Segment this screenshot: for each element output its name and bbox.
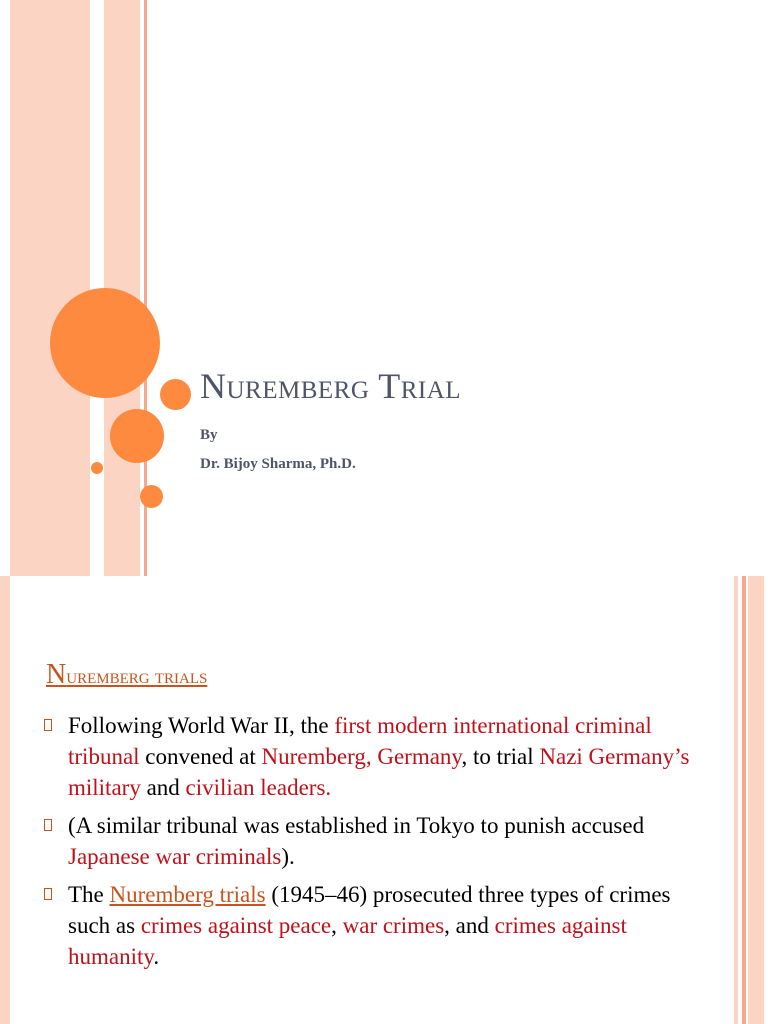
bullet-icon	[44, 819, 52, 831]
bullet-text: (A similar tribunal was established in Tokyo to punish accused	[68, 813, 645, 838]
highlight-text: first modern international criminal tribunal	[68, 713, 652, 769]
decor-stripe	[0, 576, 10, 1024]
bullet-text: convened at	[139, 744, 262, 769]
heading-initial: N	[46, 659, 67, 690]
bullet-text: and	[140, 775, 186, 800]
highlight-text: war crimes	[342, 913, 445, 938]
highlight-text: Nuremberg, Germany	[261, 744, 462, 769]
bullet-text: , to trial	[461, 744, 540, 769]
decor-stripe	[734, 576, 738, 1024]
highlight-text: Japanese war criminals	[68, 844, 282, 869]
content-slide	[0, 576, 768, 1024]
nuremberg-trials-link[interactable]: Nuremberg trials	[109, 882, 266, 907]
by-label: By	[200, 427, 218, 443]
decor-stripe	[10, 0, 90, 576]
decor-stripe	[0, 0, 10, 576]
slide-heading	[46, 659, 207, 691]
decor-circle-small	[160, 379, 191, 410]
bullet-icon	[44, 888, 52, 900]
highlight-text: crimes against peace	[140, 913, 332, 938]
highlight-text: crimes against humanity	[68, 913, 627, 969]
decor-circle-medium	[110, 409, 164, 463]
bullet-text: Following World War II, the	[68, 713, 335, 738]
bullet-text: The	[68, 882, 110, 907]
bullet-text: ,	[331, 913, 343, 938]
bullet-text: ).	[281, 844, 295, 869]
decor-circle-small	[140, 485, 163, 508]
bullet-text: .	[153, 944, 160, 969]
decor-stripe	[742, 576, 746, 1024]
slide-title: Nuremberg Trial	[200, 366, 462, 406]
bullet-item	[44, 810, 704, 872]
bullet-text: (1945–46) prosecuted three types of crimes such as	[68, 882, 671, 938]
bullet-item	[44, 879, 704, 972]
decor-stripe	[748, 576, 764, 1024]
heading-rest: uremberg trials	[66, 664, 208, 688]
highlight-text: civilian leaders.	[185, 775, 332, 800]
bullet-item	[44, 710, 704, 803]
decor-circle-large	[50, 288, 160, 398]
author-name: Dr. Bijoy Sharma, Ph.D.	[200, 456, 356, 472]
bullet-text: , and	[444, 913, 495, 938]
bullet-icon	[44, 719, 52, 731]
highlight-text: Nazi Germany’s military	[68, 744, 690, 800]
decor-circle-tiny	[91, 462, 103, 474]
bullet-list	[44, 710, 704, 979]
